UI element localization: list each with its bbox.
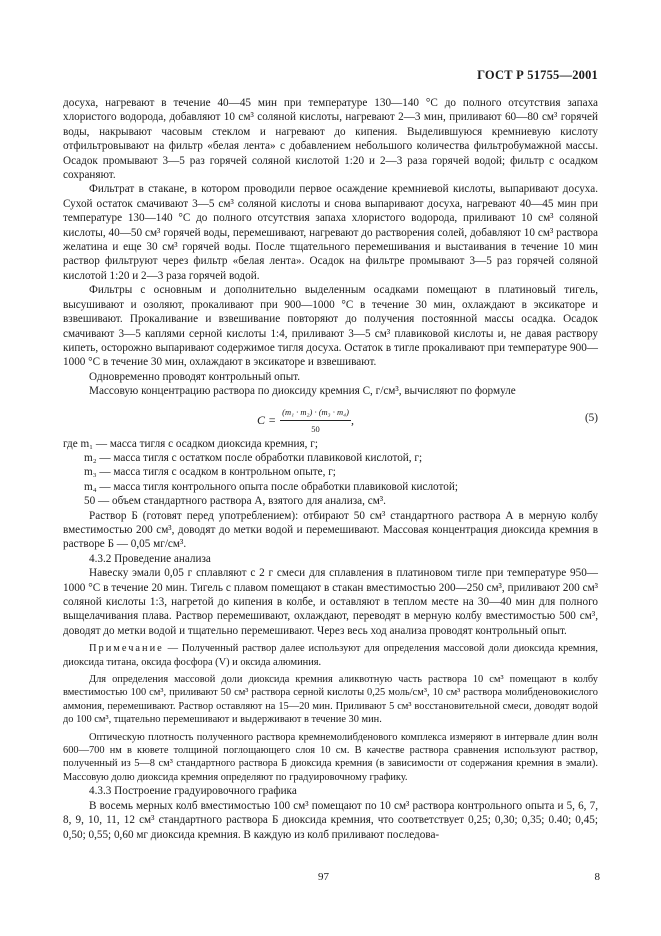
note-label: Примечание [89, 643, 164, 655]
definition-item: m₄ — масса тигля контрольного опыта после обработки плавиковой кислотой; [84, 480, 458, 493]
note-text: — Полученный раствор далее используют для определения массовой доли диоксида кремния, диоксида титана, оксида фосфора (V) и оксида алюминия. [63, 643, 598, 668]
document-body [63, 96, 598, 842]
definitions-list [63, 437, 598, 509]
formula-number: (5) [584, 411, 598, 424]
paragraph: Массовую концентрацию раствора по диоксиду кремния С, г/см³, вычисляют по формуле [89, 385, 516, 398]
paragraph: Раствор Б (готовят перед употреблением): отбирают 50 см³ стандартного раствора А в мерную колбу вместимостью 200 см³, доводят до метки водой и перемешивают. Массовая концентрация диоксида кремния в растворе Б — 0,05 мг/см³. [63, 509, 598, 551]
paragraph: досуха, нагревают в течение 40—45 мин при температуре 130—140 °С до полного отсутствия запаха хлористого водорода, добавляют 10 см³ соляной кислоты, нагревают 2—3 мин, приливают 60—80 см³ горячей воды, накрывают часовым стеклом и нагревают до кипения. Выделившуюся кремниевую кислоту отфильтровывают на фильтр «белая лента» с добавлением небольшого количества фильтробумажной массы. Осадок промывают 3—5 раз горячей соляной кислотой 1:20 и 2—3 раза горячей водой; фильтр с осадком сохраняют. [63, 97, 598, 182]
definition-item: где m₁ — масса тигля с осадком диоксида кремния, г; [63, 437, 318, 450]
formula-lhs: С = [257, 413, 277, 428]
paragraph: Фильтрат в стакане, в котором проводили первое осаждение кремниевой кислоты, выпаривают досуха. Сухой остаток смачивают 3—5 см³ соляной кислоты и снова выпаривают досуха, нагревают 40—45 мин при температуре 130—140 °С до полного отсутствия запаха хлористого водорода, приливают 10 см³ соляной кислоты, 40—50 см³ горячей воды, перемешивают, нагревают до растворения солей, добавляют 10 см³ раствора желатина и еще 30 см³ горячей воды. После тщательного перемешивания и выстаивания в течение 10 мин раствор фильтруют через фильтр «белая лента». Осадок на фильтре промывают 3—5 раз горячей соляной кислотой 1:20 и 2—3 раза горячей водой. [63, 183, 598, 282]
formula [257, 405, 354, 437]
paragraph: Оптическую плотность полученного раствора кремнемолибденового комплекса измеряют в интервале длин волн 600—700 нм в кювете толщиной поглощающего слоя 10 см. В качестве раствора сравнения используют раствор, полученный из 5—8 см³ стандартного раствора Б диоксида кремния (в зависимости от содержания кремния в эмали). Массовую долю диоксида кремния определяют по градуировочному графику. [63, 731, 598, 783]
paragraph: Фильтры с основным и дополнительно выделенным осадками помещают в платиновый тигель, высушивают и озоляют, прокаливают при 900—1000 °С в течение 30 мин, охлаждают в эксикаторе и взвешивают. Прокаливание и взвешивание повторяют до получения постоянной массы осадка. Осадок смачивают 3—5 каплями серной кислоты 1:4, приливают 3—5 см³ плавиковой кислоты и, не давая раствору кипеть, осторожно выпаривают содержимое тигля досуха. Остаток в тигле прокаливают при температуре 900—1000 °С в течение 30 мин, охлаждают в эксикаторе и взвешивают. [63, 284, 598, 369]
paragraph: В восемь мерных колб вместимостью 100 см³ помещают по 10 см³ раствора контрольного опыта и 5, 6, 7, 8, 9, 10, 11, 12 см³ стандартного раствора Б диоксида кремния, что соответствует 0,25; 0,30; 0,35; 0.40; 0,45; 0,50; 0,55; 0,60 мг диоксида кремния. В каждую из колб приливают последова- [63, 799, 598, 841]
definition-item: 50 — объем стандартного раствора А, взятого для анализа, см³. [84, 495, 386, 508]
paragraph: Навеску эмали 0,05 г сплавляют с 2 г смеси для сплавления в платиновом тигле при температуре 950—1000 °С в течение 20 мин. Тигель с плавом помещают в стакан вместимостью 200—250 см³, приливают 200 см³ соляной кислоты 1:3, нагретой до кипения в колбе, и оставляют в теплом месте на 30—40 мин для полного выщелачивания плава. Раствор перемешивают, охлаждают, переводят в мерную колбу вместимостью 500 см³, доводят до метки водой и тщательно перемешивают. Через весь ход анализа проводят контрольный опыт. [63, 567, 598, 637]
formula-numerator: (m₁ · m₂) · (m₃ · m₄) [280, 405, 351, 421]
formula-fraction [280, 405, 351, 437]
formula-trail: , [350, 413, 354, 428]
formula-denominator: 50 [311, 423, 320, 434]
standard-header: ГОСТ Р 51755—2001 [477, 68, 598, 82]
paragraph: Для определения массовой доли диоксида кремния аликвотную часть раствора 10 см³ помещают в колбу вместимостью 100 см³, приливают 50 см³ раствора серной кислоты 0,25 моль/см³, 10 см³ раствора молибденовокислого аммония, перемешивают. Раствор оставляют на 15—20 мин. Приливают 5 см³ восстановительной смеси, доводят водой до 100 см³, тщательно перемешивают и выдерживают в течение 30 мин. [63, 674, 598, 726]
definition-item: m₂ — масса тигля с остатком после обработки плавиковой кислотой, г; [84, 451, 423, 464]
note [63, 642, 598, 669]
formula-block [63, 401, 598, 435]
sheet-number: 8 [594, 871, 600, 883]
definition-item: m₃ — масса тигля с осадком в контрольном опыте, г; [84, 466, 336, 479]
section-heading: 4.3.3 Построение градуировочного графика [89, 785, 297, 798]
section-heading: 4.3.2 Проведение анализа [89, 552, 211, 565]
page-number: 97 [318, 871, 329, 883]
paragraph: Одновременно проводят контрольный опыт. [89, 370, 301, 383]
